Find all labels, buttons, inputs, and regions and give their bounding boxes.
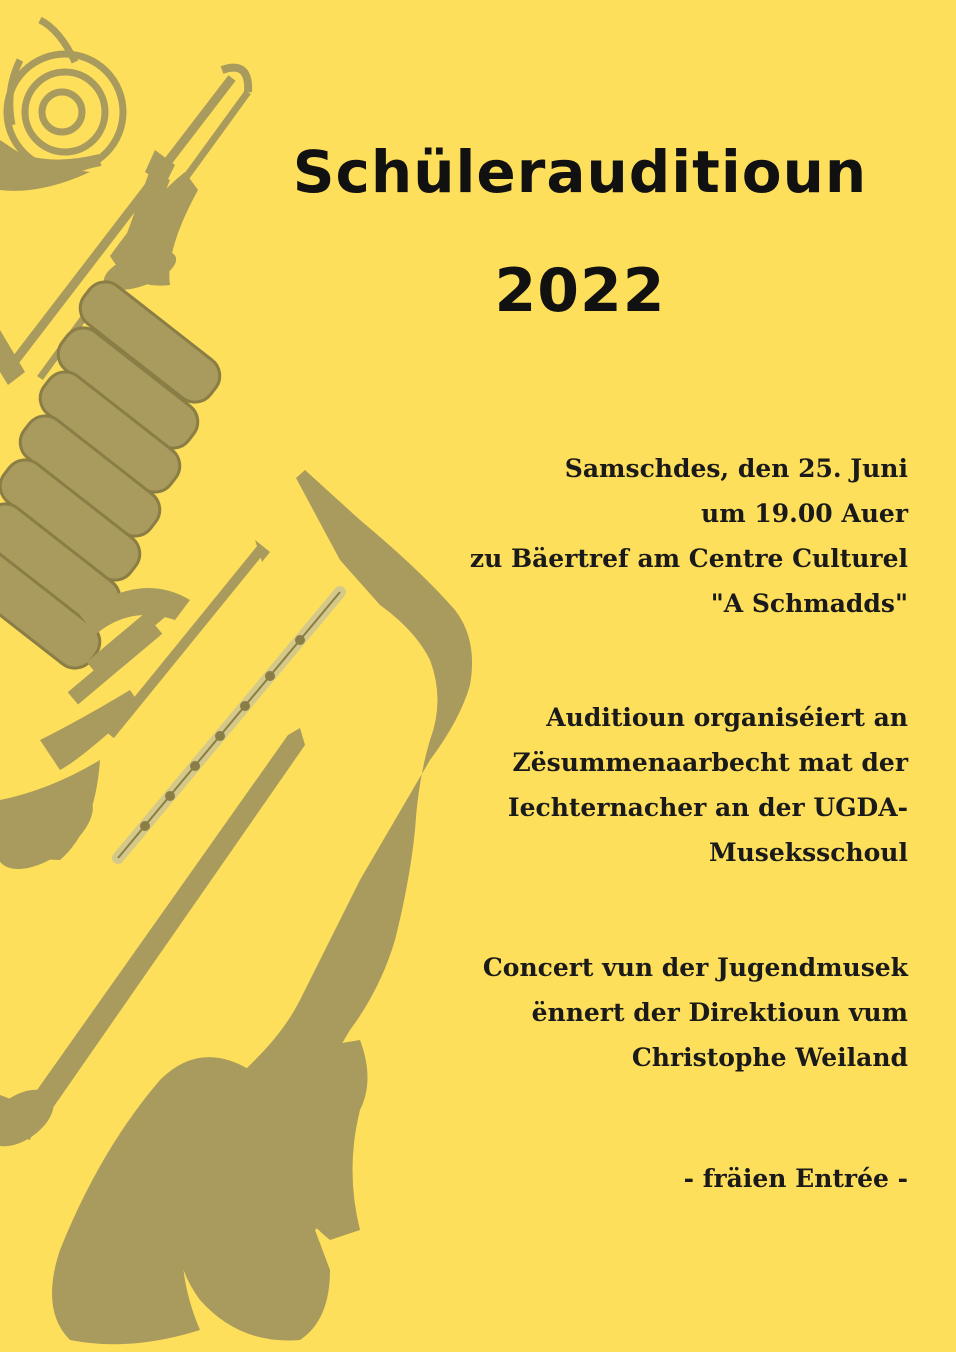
- concert-line: Concert vun der Jugendmusek: [482, 953, 908, 982]
- event-time: um 19.00 Auer: [701, 499, 908, 528]
- concert-details: [348, 945, 908, 1080]
- organizer-line: Auditioun organiséiert an: [546, 703, 908, 732]
- free-entry-text: - fräien Entrée -: [683, 1164, 908, 1193]
- organizer-line: Museksschoul: [708, 838, 908, 867]
- event-date: Samschdes, den 25. Juni: [564, 454, 908, 483]
- organizer-line: Iechternacher an der UGDA-: [507, 793, 908, 822]
- french-horn-icon: [0, 20, 123, 170]
- concert-line: ënnert der Direktioun vum: [531, 998, 908, 1027]
- organizer-line: Zësummenaarbecht mat der: [512, 748, 908, 777]
- organizer-details: [348, 695, 908, 875]
- event-venue-name: "A Schmadds": [710, 589, 908, 618]
- event-venue: zu Bäertref am Centre Culturel: [469, 544, 908, 573]
- entry-note: [348, 1156, 908, 1201]
- event-details: [348, 446, 908, 626]
- poster-title: Schülerauditioun: [292, 138, 868, 206]
- poster-year: 2022: [494, 256, 666, 326]
- concert-conductor: Christophe Weiland: [631, 1043, 908, 1072]
